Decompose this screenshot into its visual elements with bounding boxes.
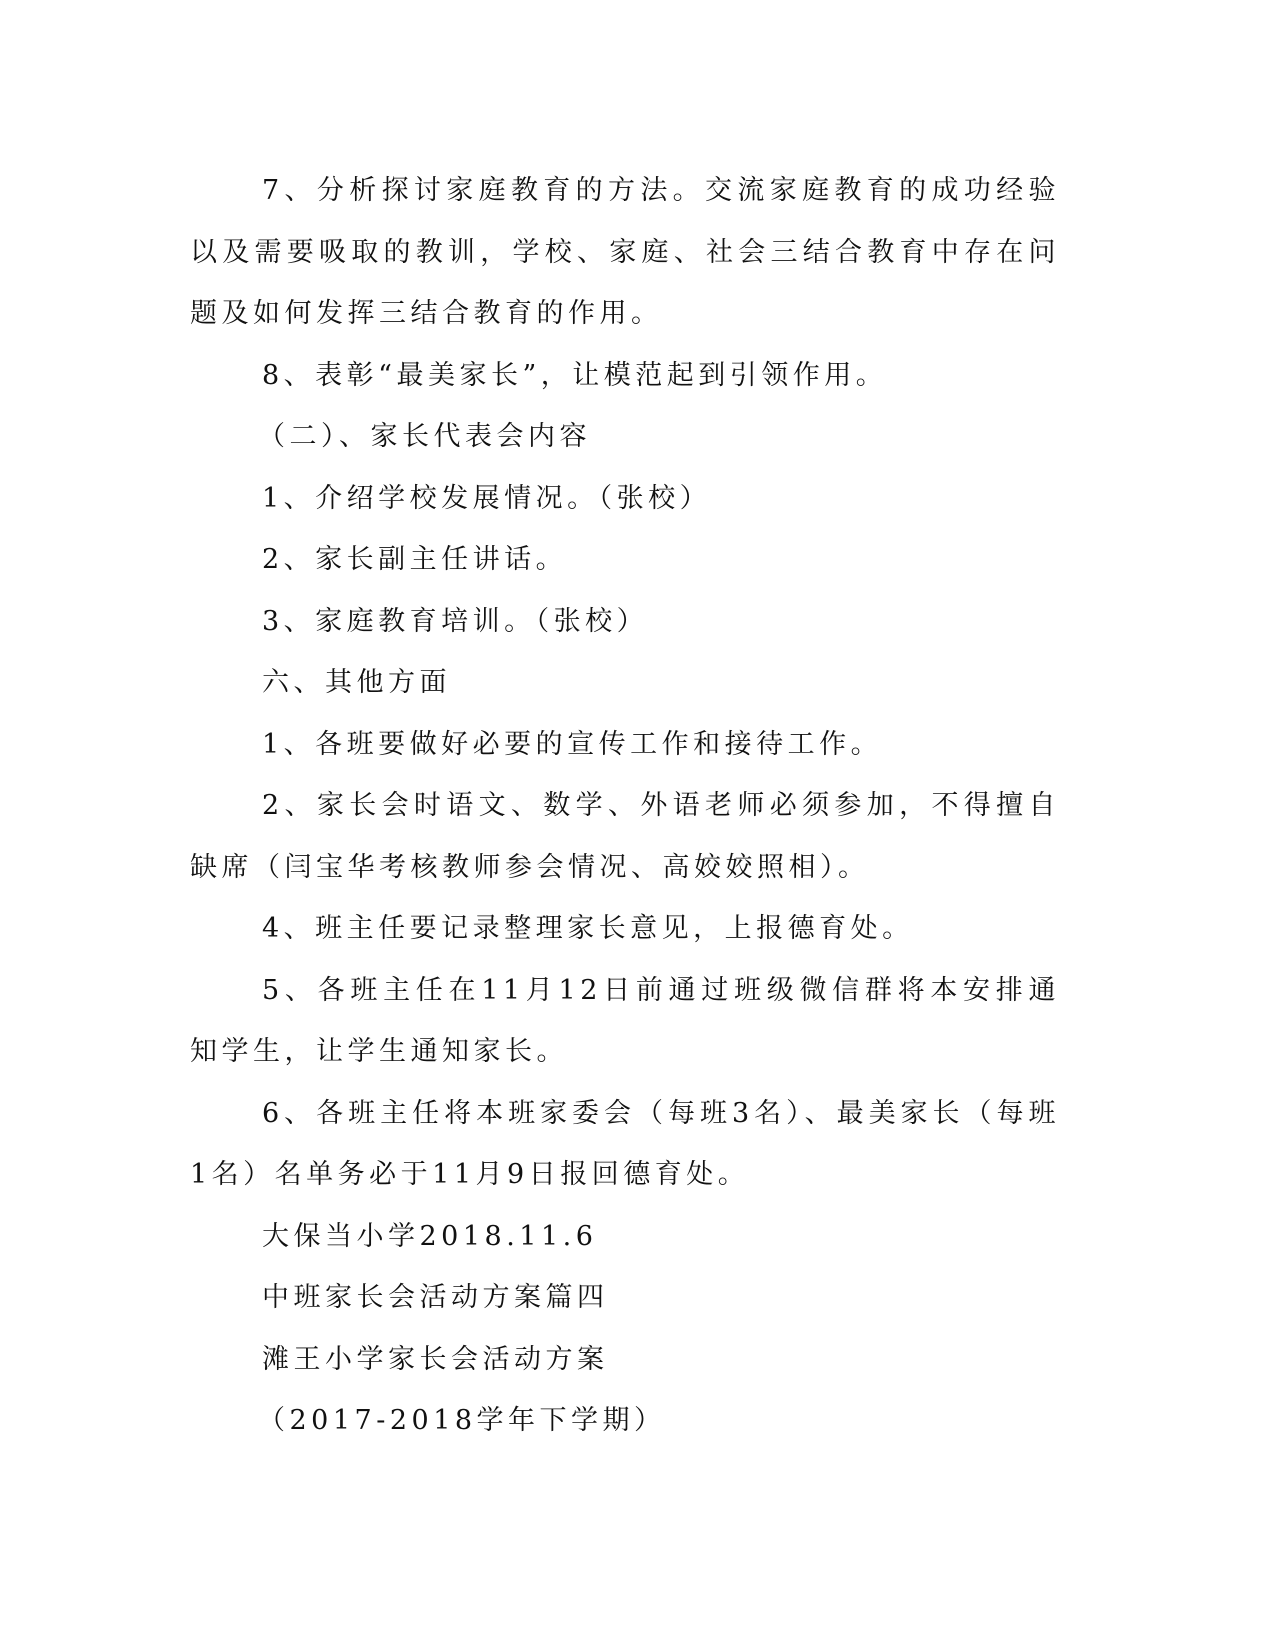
plan-term: （2017-2018学年下学期） — [258, 1405, 666, 1436]
paragraph-item-8: 8、表彰“最美家长”，让模范起到引领作用。 — [262, 359, 888, 391]
other-item-2: 2、家长会时语文、数学、外语老师必须参加，不得擅自缺席（闫宝华考核教师参会情况、高姣姣照相）。 — [190, 790, 1060, 883]
section-heading-other: 六、其他方面 — [262, 667, 451, 698]
section-heading-parent-meeting: （二）、家长代表会内容 — [258, 421, 591, 452]
other-item-1: 1、各班要做好必要的宣传工作和接待工作。 — [262, 728, 883, 760]
paragraph-item-2: 2、家长副主任讲话。 — [262, 544, 568, 575]
document-body — [190, 160, 1060, 1452]
other-item-4: 4、班主任要记录整理家长意见，上报德育处。 — [262, 913, 914, 944]
paragraph-item-1: 1、介绍学校发展情况。（张校） — [262, 482, 712, 514]
other-item-6: 6、各班主任将本班家委会（每班3名）、最美家长（每班1名）名单务必于11月9日报回德育处。 — [190, 1097, 1060, 1190]
signature-line: 大保当小学2018.11.6 — [262, 1220, 598, 1252]
next-section-title: 中班家长会活动方案篇四 — [262, 1282, 609, 1313]
paragraph-item-3: 3、家庭教育培训。（张校） — [262, 605, 649, 637]
plan-title: 滩王小学家长会活动方案 — [262, 1343, 609, 1375]
other-item-5: 5、各班主任在11月12日前通过班级微信群将本安排通知学生，让学生通知家长。 — [190, 974, 1060, 1067]
paragraph-item-7: 7、分析探讨家庭教育的方法。交流家庭教育的成功经验以及需要吸取的教训，学校、家庭、社会三结合教育中存在问题及如何发挥三结合教育的作用。 — [190, 175, 1060, 329]
